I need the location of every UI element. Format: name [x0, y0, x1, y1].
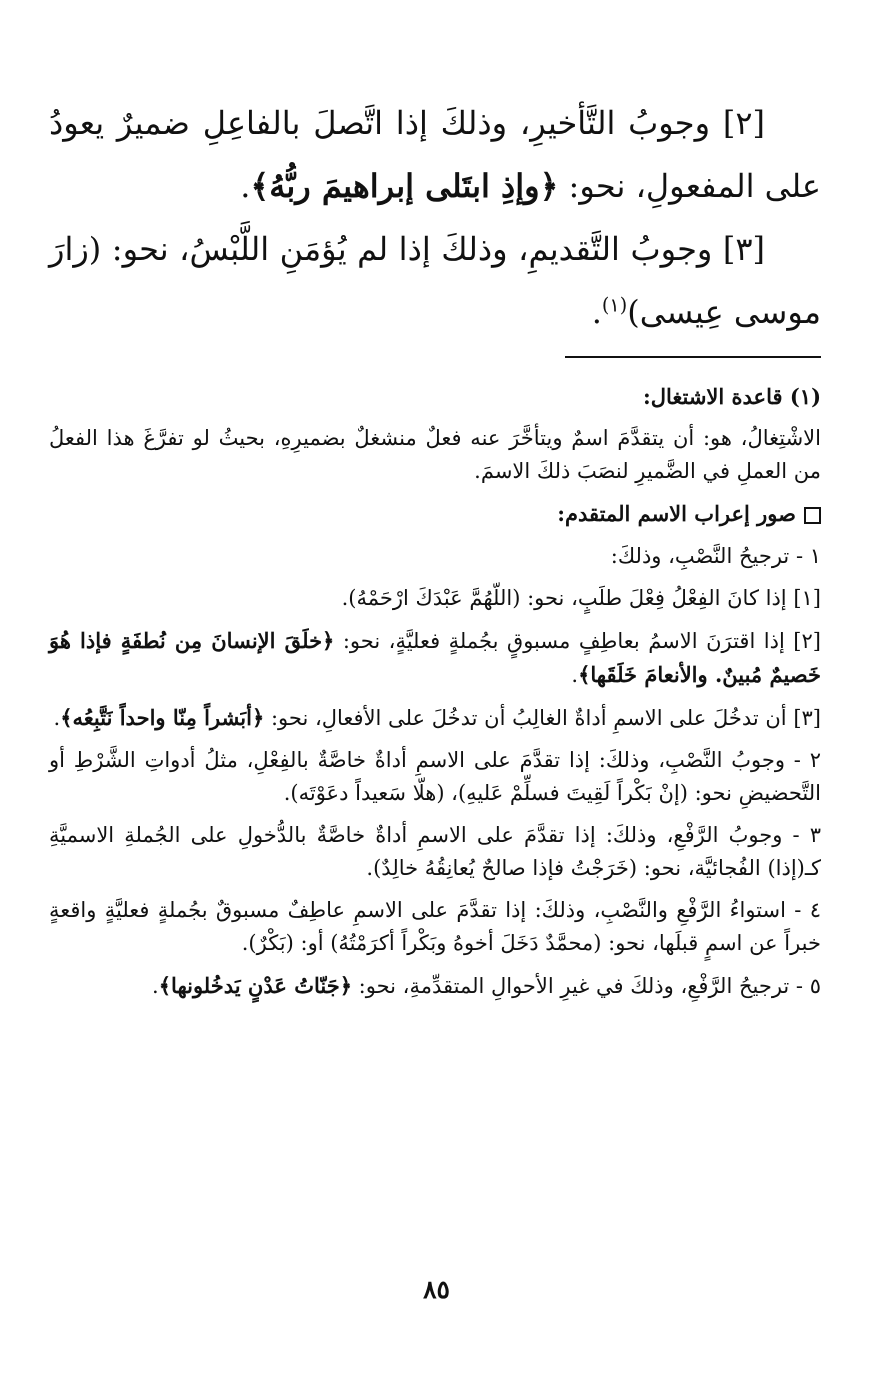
rule-1-case-2: [49, 624, 821, 692]
rule-1-preferred-accusative: ١ - ترجيحُ النَّصْبِ، وذلكَ:: [610, 544, 821, 568]
case-text: [٢] إذا اقترَنَ الاسمُ بعاطِفٍ مسبوقٍ بجُملةٍ فعليَّةٍ، نحو:: [334, 629, 821, 653]
footnote-heading: (١) قاعدة الاشتغال:: [642, 384, 821, 409]
punctuation: .: [152, 974, 159, 998]
rule-1-case-3: [49, 701, 821, 735]
case-text: ٥ - ترجيحُ الرَّفْعِ، وذلكَ في غيرِ الأحوالِ المتقدِّمةِ، نحو:: [352, 974, 821, 998]
rule-3-required-nominative: ٣ - وجوبُ الرَّفْعِ، وذلكَ: إذا تقدَّمَ على الاسمِ أداةٌ خاصَّةٌ بالدُّخولِ على الجُملةِ الاسميَّةِ كـ(إذا) الفُجائيَّة، نحو: (خَرَجْتُ فإذا صالحٌ يُعانِقُهُ خالِدٌ).: [49, 823, 821, 880]
section-title: صور إعراب الاسم المتقدم:: [557, 501, 796, 526]
quran-quote: ﴿خلَقَ الإنسانَ مِن نُطفَةٍ فإذا هُوَ خَصيمٌ مُبينٌ. والأنعامَ خَلَقَها﴾: [49, 628, 821, 687]
footnote-definition: الاشْتِغالُ، هو: أن يتقدَّمَ اسمٌ ويتأخَّرَ عنه فعلٌ منشغلٌ بضميرِهِ، بحيثُ لو تفرَّغَ هذا الفعلُ من العملِ في الضَّميرِ لنصَبَ ذلكَ الاسمَ.: [49, 426, 821, 483]
footnote-separator: [565, 356, 821, 358]
paragraph-text: [٢] وجوبُ التَّأخيرِ، وذلكَ إذا اتَّصلَ بالفاعِلِ ضميرٌ يعودُ على المفعولِ، نحو:: [49, 104, 821, 205]
main-text: [49, 92, 821, 344]
punctuation: .: [571, 663, 579, 687]
footnote: [49, 380, 821, 1003]
page-number: ٨٥: [423, 1275, 450, 1304]
paragraph-delayed-object: [49, 92, 821, 218]
quran-quote: ﴿جَنّاتُ عَدْنٍ يَدخُلونها﴾: [158, 973, 352, 998]
quran-quote: ﴿وإذِ ابتَلى إبراهيمَ ربُّهُ﴾: [250, 167, 559, 205]
punctuation: .: [591, 293, 602, 331]
punctuation: .: [240, 167, 251, 205]
paragraph-required-fronting: [49, 218, 821, 344]
square-bullet-icon: [804, 507, 821, 524]
rule-2-required-accusative: ٢ - وجوبُ النَّصْبِ، وذلكَ: إذا تقدَّمَ على الاسمِ أداةٌ خاصَّةٌ بالفِعْلِ، مثلُ أدواتِ الشَّرْطِ أو التَّحضيضِ نحو: (إنْ بَكْراً لَقِيتَ فسلِّمْ عَليهِ)، (هلّا سَعيداً دعَوْتَه).: [49, 748, 821, 805]
paragraph-text: [٣] وجوبُ التَّقديمِ، وذلكَ إذا لم يُؤمَنِ اللَّبْسُ، نحو: (زارَ موسى عِيسى): [49, 230, 821, 331]
section-heading: [49, 497, 821, 531]
rule-1-case-1: [١] إذا كانَ الفِعْلُ فِعْلَ طلَبٍ، نحو: (اللّهُمَّ عَبْدَكَ ارْحَمْهُ).: [341, 586, 821, 610]
punctuation: .: [53, 706, 61, 730]
quran-quote: ﴿أبَشراً مِنّا واحداً نَتَّبِعُه﴾: [60, 705, 265, 730]
rule-5-preferred-nominative: [49, 969, 821, 1003]
rule-4-equal-options: ٤ - استواءُ الرَّفْعِ والنَّصْبِ، وذلكَ: إذا تقدَّمَ على الاسمِ عاطِفٌ مسبوقٌ بجُملةٍ فعليَّةٍ واقعةٍ خبراً عن اسمٍ قبلَها، نحو: (محمَّدٌ دَخَلَ أخوهُ وبَكْراً أكرَمْتُهُ) أو: (بَكْرٌ).: [49, 898, 821, 955]
case-text: [٣] أن تدخُلَ على الاسمِ أداةٌ الغالِبُ أن تدخُلَ على الأفعالِ، نحو:: [264, 706, 821, 730]
footnote-marker: (١): [601, 293, 628, 317]
